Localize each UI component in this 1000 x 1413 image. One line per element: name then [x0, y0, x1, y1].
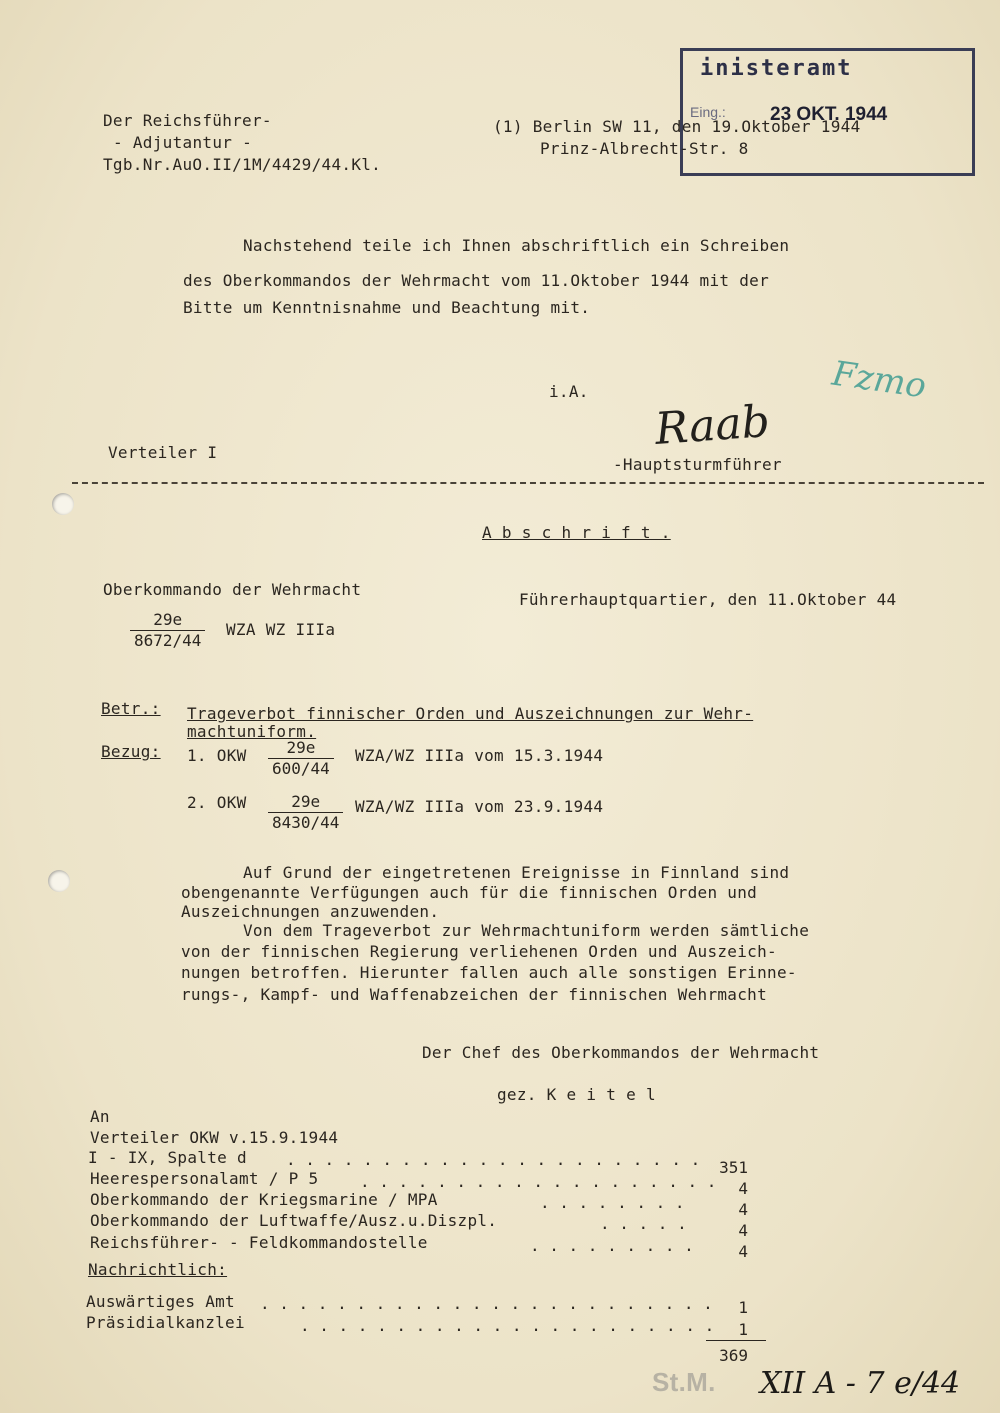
distribution-total: 369: [719, 1346, 748, 1365]
dist-row-2-value: 4: [738, 1179, 748, 1198]
dist-row-3-leader: . . . . . . . .: [540, 1193, 685, 1212]
betr-line-1: Trageverbot finnischer Orden und Auszeichnungen zur Wehr-: [187, 704, 754, 723]
dist-row-1-leader: . . . . . . . . . . . . . . . . . . . . . .: [286, 1150, 701, 1169]
verteiler-label: Verteiler I: [108, 443, 218, 462]
separator-line: [72, 482, 984, 484]
betr-line-2: machtuniform.: [187, 722, 317, 741]
place-date-line: (1) Berlin SW 11, den 19.Oktober 1944: [493, 117, 861, 136]
sender-line-2: - Adjutantur -: [113, 133, 253, 152]
bezug-1-prefix: 1. OKW: [187, 746, 247, 765]
margin-note: Fzmo: [829, 353, 929, 407]
copy-reference-number: [130, 610, 205, 651]
dist-row-1-label: I - IX, Spalte d: [88, 1148, 247, 1167]
archive-signature: XII A - 7 e/44: [760, 1366, 961, 1401]
dist2-row-2-value: 1: [738, 1320, 748, 1339]
body-line-3: Auszeichnungen anzuwenden.: [181, 902, 440, 921]
cover-line-1: Nachstehend teile ich Ihnen abschriftlich ein Schreiben: [243, 236, 790, 255]
an-label: An: [90, 1107, 110, 1126]
bezug-2-number: [268, 792, 343, 833]
receipt-stamp-title: inisteramt: [700, 56, 853, 81]
punch-hole-bottom: [48, 870, 70, 892]
dist-row-5-leader: . . . . . . . . .: [530, 1236, 694, 1255]
copy-from: Oberkommando der Wehrmacht: [103, 580, 362, 599]
body-line-7: rungs-, Kampf- und Waffenabzeichen der finnischen Wehrmacht: [181, 985, 768, 1004]
signer-rank: -Hauptsturmführer: [613, 455, 782, 474]
dist-row-2-leader: . . . . . . . . . . . . . . . . . . .: [360, 1172, 717, 1191]
dist2-row-1-label: Auswärtiges Amt: [86, 1292, 235, 1311]
signature-raab: Raab: [653, 396, 772, 455]
betr-label: Betr.:: [101, 699, 161, 718]
bezug-1-number: [268, 738, 334, 779]
dist-row-3-label: Oberkommando der Kriegsmarine / MPA: [90, 1190, 438, 1209]
signed-keitel: gez. K e i t e l: [497, 1085, 656, 1104]
dist-row-4-label: Oberkommando der Luftwaffe/Ausz.u.Diszpl.: [90, 1211, 498, 1230]
bezug-2-text: WZA/WZ IIIa vom 23.9.1944: [355, 797, 604, 816]
total-rule: [706, 1340, 766, 1341]
sender-reference: Tgb.Nr.AuO.II/1M/4429/44.Kl.: [103, 155, 382, 174]
copy-reference-office: WZA WZ IIIa: [226, 620, 336, 639]
dist-row-5-value: 4: [738, 1242, 748, 1261]
receipt-stamp-date: 23 OKT. 1944: [770, 104, 888, 125]
bezug-label: Bezug:: [101, 742, 161, 761]
bezug-2-denominator: 8430/44: [272, 813, 340, 832]
address-line: Prinz-Albrecht-Str. 8: [540, 139, 749, 158]
chief-line: Der Chef des Oberkommandos der Wehrmacht: [422, 1043, 820, 1062]
body-line-5: von der finnischen Regierung verliehenen Orden und Auszeich-: [181, 942, 777, 961]
dist2-row-2-leader: . . . . . . . . . . . . . . . . . . . . . .: [300, 1316, 715, 1335]
archive-stamp: St.M.: [652, 1367, 716, 1397]
body-line-4: Von dem Trageverbot zur Wehrmachtuniform werden sämtliche: [243, 921, 810, 940]
bezug-1-denominator: 600/44: [272, 759, 330, 778]
nachrichtlich-label: Nachrichtlich:: [88, 1260, 228, 1279]
copy-reference-numerator: 29e: [130, 610, 205, 631]
dist-row-3-value: 4: [738, 1200, 748, 1219]
dist-row-1-value: 351: [719, 1158, 748, 1177]
body-line-2: obengenannte Verfügungen auch für die finnischen Orden und: [181, 883, 758, 902]
dist-row-5-label: Reichsführer- - Feldkommandostelle: [90, 1233, 428, 1252]
dist2-row-1-leader: . . . . . . . . . . . . . . . . . . . . . . . .: [260, 1294, 713, 1313]
body-line-1: Auf Grund der eingetretenen Ereignisse in Finnland sind: [243, 863, 790, 882]
copy-reference-denominator: 8672/44: [134, 631, 202, 650]
bezug-2-prefix: 2. OKW: [187, 793, 247, 812]
cover-line-2: des Oberkommandos der Wehrmacht vom 11.Oktober 1944 mit der: [183, 271, 770, 290]
dist-row-4-value: 4: [738, 1221, 748, 1240]
copy-heading: A b s c h r i f t .: [482, 523, 671, 542]
body-line-6: nungen betroffen. Hierunter fallen auch alle sonstigen Erinne-: [181, 963, 797, 982]
distribution-title: Verteiler OKW v.15.9.1944: [90, 1128, 339, 1147]
cover-line-3: Bitte um Kenntnisnahme und Beachtung mit.: [183, 298, 591, 317]
i-a-label: i.A.: [549, 382, 589, 401]
sender-line-1: Der Reichsführer-: [103, 111, 272, 130]
dist2-row-1-value: 1: [738, 1298, 748, 1317]
dist-row-2-label: Heerespersonalamt / P 5: [90, 1169, 319, 1188]
bezug-1-text: WZA/WZ IIIa vom 15.3.1944: [355, 746, 604, 765]
bezug-2-numerator: 29e: [268, 792, 343, 813]
punch-hole-top: [52, 493, 74, 515]
bezug-1-numerator: 29e: [268, 738, 334, 759]
dist-row-4-leader: . . . . .: [600, 1214, 687, 1233]
receipt-stamp-label: Eing.:: [690, 104, 726, 120]
copy-place-date: Führerhauptquartier, den 11.Oktober 44: [519, 590, 897, 609]
dist2-row-2-label: Präsidialkanzlei: [86, 1313, 245, 1332]
